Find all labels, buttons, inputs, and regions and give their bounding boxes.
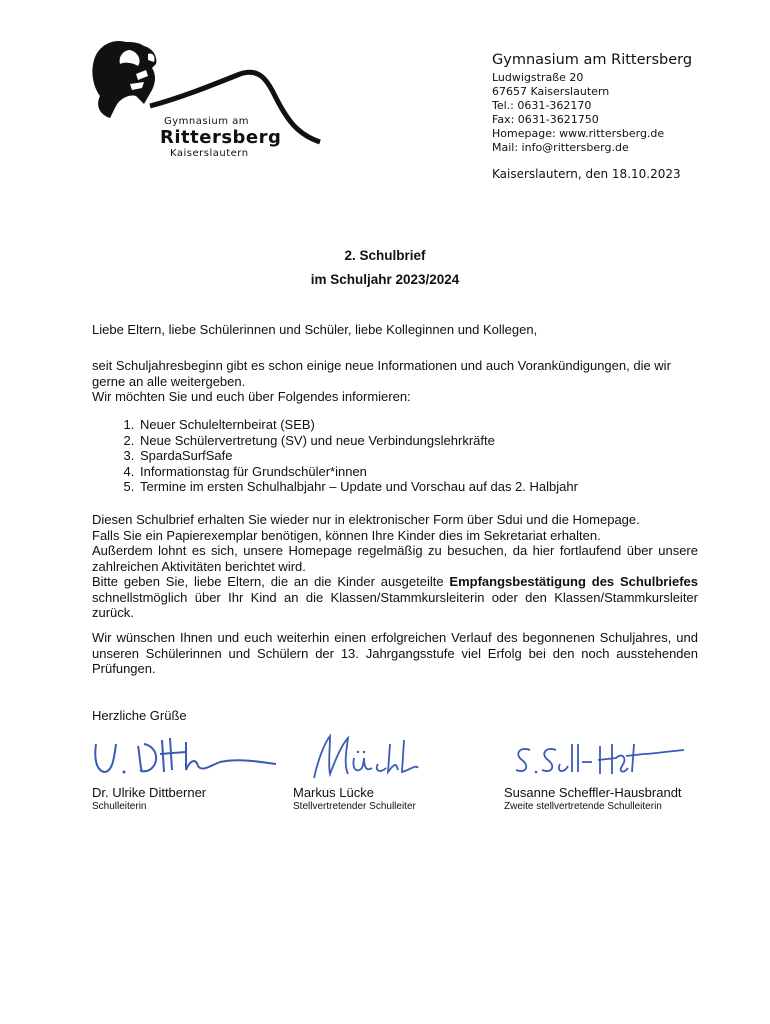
signature-dittberner [90, 732, 280, 784]
school-homepage: Homepage: www.rittersberg.de [492, 127, 665, 140]
logo-line-2: Rittersberg [160, 127, 282, 148]
intro-text-2: Wir möchten Sie und euch über Folgendes informieren: [92, 389, 411, 404]
signatory-name: Markus Lücke [293, 785, 374, 800]
info-text-2: Falls Sie ein Papierexemplar benötigen, können Ihre Kinder dies im Sekretariat erhalten. [92, 527, 601, 543]
letter-date: Kaiserslautern, den 18.10.2023 [492, 167, 681, 181]
list-item: 2. Neue Schülervertretung (SV) und neue Verbindungslehrkräfte [138, 433, 578, 449]
school-tel: Tel.: 0631-362170 [492, 99, 592, 112]
signatory-name: Dr. Ulrike Dittberner [92, 785, 207, 800]
topics-list [92, 417, 578, 495]
signatory-role: Stellvertretender Schulleiter [293, 801, 416, 812]
signature-luecke [300, 730, 430, 790]
list-item: 5. Termine im ersten Schulhalbjahr – Update und Vorschau auf das 2. Halbjahr [138, 479, 578, 495]
signatory-1 [92, 785, 206, 812]
logo-line-1: Gymnasium am [164, 116, 249, 127]
letter-subtitle: im Schuljahr 2023/2024 [310, 272, 460, 287]
school-address-block [492, 52, 692, 181]
info-text-4b: schnellstmöglich über Ihr Kind an die Klassen/Stammkursleiterin oder den Klassen/Stammkursleiter zurück. [92, 589, 698, 620]
signatory-name: Susanne Scheffler-Hausbrandt [504, 785, 682, 800]
logo-line-3: Kaiserslautern [170, 148, 249, 159]
intro-text-1: seit Schuljahresbeginn gibt es schon einige neue Informationen und auch Vorankündigungen, die wir gerne an alle weitergeben. [92, 358, 671, 389]
info-text-3: Außerdem lohnt es sich, unsere Homepage regelmäßig zu besuchen, da hier fortlaufend über unsere zahlreichen Aktivitäten berichtet wird. [92, 543, 698, 574]
school-fax: Fax: 0631-3621750 [492, 113, 599, 126]
list-item: 3. SpardaSurfSafe [138, 448, 578, 464]
school-city: 67657 Kaiserslautern [492, 85, 610, 98]
letter-title: 2. Schulbrief [344, 248, 426, 263]
school-mail: Mail: info@rittersberg.de [492, 141, 629, 154]
signatory-2 [293, 785, 416, 812]
info-text-4a: Bitte geben Sie, liebe Eltern, die an die Kinder ausgeteilte [92, 574, 450, 589]
signatory-role: Zweite stellvertretende Schulleiterin [504, 801, 662, 812]
info-text-4 [92, 574, 698, 621]
intro-paragraph [92, 358, 698, 405]
list-item: 4. Informationstag für Grundschüler*innen [138, 464, 578, 480]
school-name: Gymnasium am Rittersberg [492, 52, 693, 68]
signature-scheffler-hausbrandt [512, 738, 688, 782]
info-paragraph [92, 512, 698, 621]
list-item: 1. Neuer Schulelternbeirat (SEB) [138, 417, 578, 433]
signatory-role: Schulleiterin [92, 801, 147, 812]
info-text-4-bold: Empfangsbestätigung des Schulbriefes [449, 574, 698, 589]
wishes-paragraph: Wir wünschen Ihnen und euch weiterhin einen erfolgreichen Verlauf des begonnenen Schuljahres, und unseren Schülerinnen und Schülern der 13. Jahrgangsstufe viel Erfolg bei den noch ausstehenden Prüfungen. [92, 630, 698, 676]
signatory-3 [504, 785, 682, 812]
school-street: Ludwigstraße 20 [492, 71, 584, 84]
salutation: Liebe Eltern, liebe Schülerinnen und Schüler, liebe Kolleginnen und Kollegen, [92, 322, 538, 337]
info-text-1: Diesen Schulbrief erhalten Sie wieder nur in elektronischer Form über Sdui und die Homepage. [92, 512, 640, 527]
closing: Herzliche Grüße [92, 708, 187, 723]
school-logo [90, 34, 322, 164]
